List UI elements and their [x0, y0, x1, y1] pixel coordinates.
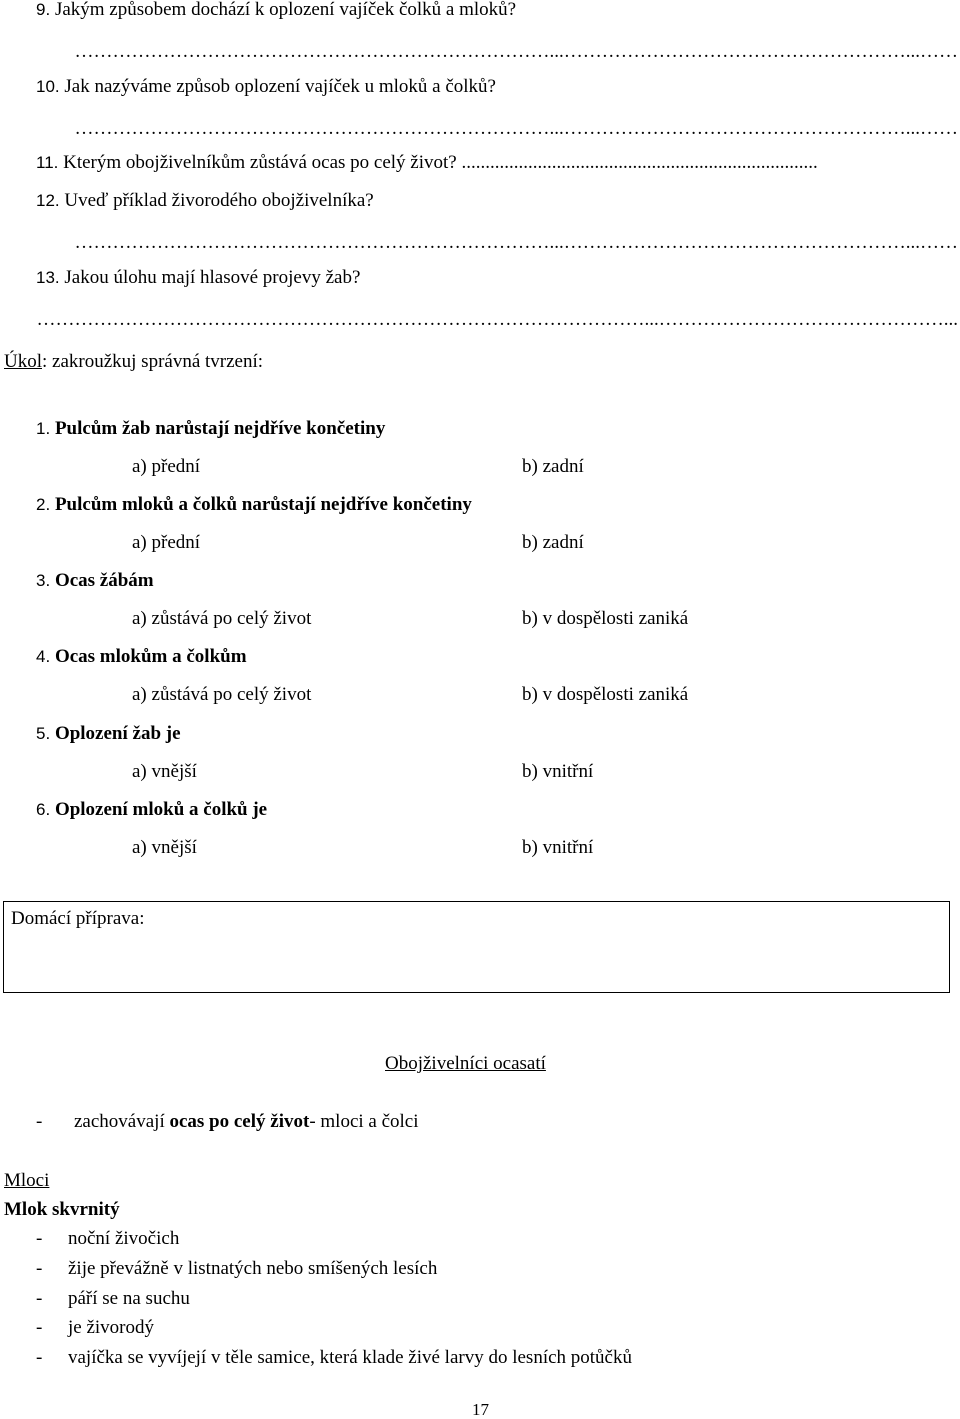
task-3-option-a[interactable]: a) zůstává po celý život	[132, 608, 312, 629]
task-1-option-b[interactable]: b) zadní	[522, 456, 584, 477]
task-item-1: 1. Pulcům žab narůstají nejdříve končetiny	[36, 418, 386, 439]
species-name: Mlok skvrnitý	[4, 1199, 120, 1220]
question-13: 13. Jakou úlohu mají hlasové projevy žab?	[36, 267, 361, 288]
task-2-option-a[interactable]: a) přední	[132, 532, 201, 553]
fact-item: je živorodý	[68, 1317, 155, 1338]
task-5-option-b[interactable]: b) vnitřní	[522, 761, 594, 782]
question-12: 12. Uveď příklad živorodého obojživelníka?	[36, 190, 374, 211]
intro-dash: -	[36, 1111, 43, 1132]
fact-item: páří se na suchu	[68, 1288, 190, 1309]
task-6-option-b[interactable]: b) vnitřní	[522, 837, 594, 858]
question-11: 11. Kterým obojživelníkům zůstává ocas po celý život? ...........................................................................	[36, 152, 818, 173]
answer-line-12[interactable]: …………………………………………………………………...………………………………………………...……	[74, 232, 958, 253]
fact-dash: -	[36, 1228, 43, 1249]
task-6-option-a[interactable]: a) vnější	[132, 837, 197, 858]
mloci-heading: Mloci	[4, 1170, 50, 1191]
section-title: Obojživelníci ocasatí	[385, 1053, 546, 1074]
fact-dash: -	[36, 1258, 43, 1279]
task-item-6: 6. Oplození mloků a čolků je	[36, 799, 268, 820]
intro-text: zachovávají ocas po celý život- mloci a čolci	[74, 1111, 419, 1132]
fact-dash: -	[36, 1347, 43, 1368]
task-item-4: 4. Ocas mlokům a čolkům	[36, 646, 247, 667]
homework-label: Domácí příprava:	[11, 908, 145, 929]
task-item-2: 2. Pulcům mloků a čolků narůstají nejdříve končetiny	[36, 494, 472, 515]
question-10: 10. Jak nazýváme způsob oplození vajíček u mloků a čolků?	[36, 76, 496, 97]
fact-dash: -	[36, 1317, 43, 1338]
task-1-option-a[interactable]: a) přední	[132, 456, 201, 477]
page-number: 17	[472, 1400, 489, 1419]
answer-line-10[interactable]: …………………………………………………………………...………………………………………………...……	[74, 118, 958, 139]
fact-dash: -	[36, 1288, 43, 1309]
task-4-option-a[interactable]: a) zůstává po celý život	[132, 684, 312, 705]
homework-box[interactable]	[3, 901, 950, 993]
answer-line-9[interactable]: …………………………………………………………………...………………………………………………...……	[74, 41, 958, 62]
task-heading: Úkol: zakroužkuj správná tvrzení:	[4, 351, 264, 372]
task-3-option-b[interactable]: b) v dospělosti zaniká	[522, 608, 689, 629]
fact-item: noční živočich	[68, 1228, 180, 1249]
task-item-5: 5. Oplození žab je	[36, 723, 181, 744]
fact-item: vajíčka se vyvíjejí v těle samice, která klade živé larvy do lesních potůčků	[68, 1347, 632, 1368]
task-2-option-b[interactable]: b) zadní	[522, 532, 584, 553]
answer-line-13[interactable]: ……………………………………………………………………………………...………………………………………...	[36, 309, 958, 330]
task-5-option-a[interactable]: a) vnější	[132, 761, 197, 782]
fact-item: žije převážně v listnatých nebo smíšených lesích	[68, 1258, 438, 1279]
task-item-3: 3. Ocas žábám	[36, 570, 154, 591]
task-4-option-b[interactable]: b) v dospělosti zaniká	[522, 684, 689, 705]
question-9: 9. Jakým způsobem dochází k oplození vajíček čolků a mloků?	[36, 0, 517, 20]
